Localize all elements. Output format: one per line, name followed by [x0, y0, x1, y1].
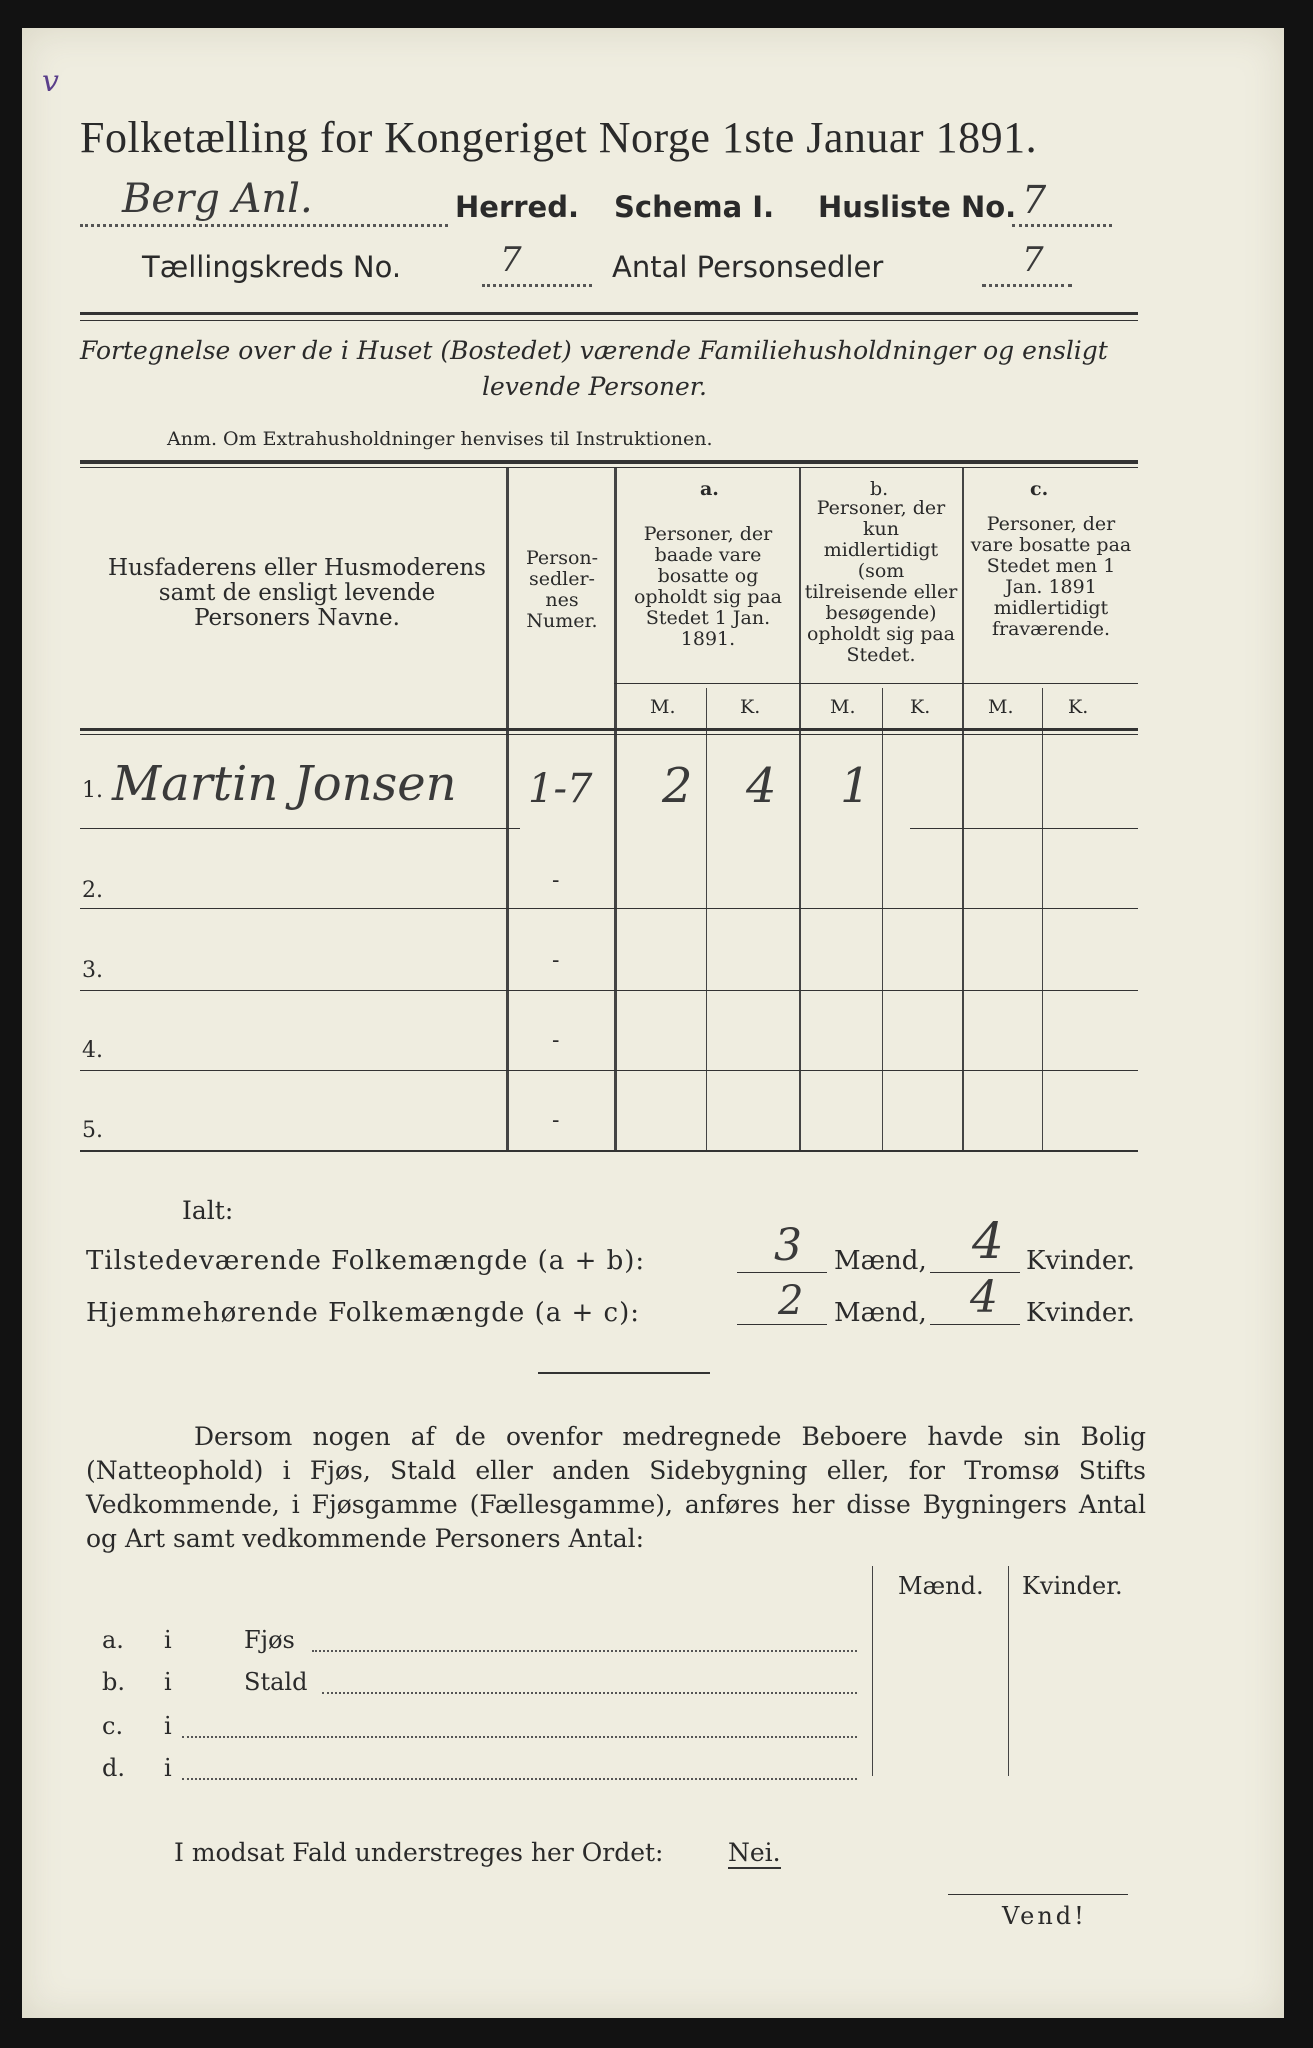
c-k-header: K.	[1068, 696, 1089, 718]
tilsted-maend: Mænd,	[834, 1246, 927, 1276]
building-b-dots	[322, 1692, 857, 1694]
hjemme-m-line	[737, 1324, 827, 1325]
kreds-dotline	[482, 284, 592, 287]
tilsted-k-value: 4	[972, 1212, 1004, 1270]
building-a-i: i	[164, 1626, 172, 1654]
building-d-dots	[182, 1778, 857, 1780]
anm-note: Anm. Om Extrahusholdninger henvises til Instruktionen.	[167, 428, 713, 450]
hjemme-label: Hjemmehørende Folkemængde (a + c):	[86, 1298, 640, 1328]
row-3-num: -	[552, 948, 560, 973]
row-2-rule	[80, 908, 1138, 909]
corner-check-mark: v	[42, 64, 59, 99]
row-1-num: 1-7	[528, 766, 593, 812]
row-4-num: -	[552, 1028, 560, 1053]
herred-label: Herred.	[455, 190, 579, 224]
antal-value: 7	[1022, 240, 1044, 280]
building-d-letter: d.	[102, 1754, 125, 1782]
table-vline-a	[799, 468, 801, 1150]
building-a-label: Fjøs	[244, 1626, 295, 1654]
tilsted-kvinder: Kvinder.	[1026, 1246, 1136, 1276]
hjemme-m-value: 2	[778, 1278, 804, 1324]
b-m-header: M.	[830, 696, 856, 718]
row-3-number: 3.	[82, 958, 103, 983]
hjemme-kvinder: Kvinder.	[1026, 1298, 1136, 1328]
row-3-rule	[80, 990, 1138, 991]
col-header-b: Personer, der kun midlertidigt (som tilreisende eller besøgende) opholdt sig paa Stedet.	[804, 497, 958, 666]
form-title: Folketælling for Kongeriget Norge 1ste Januar 1891.	[80, 113, 1038, 162]
table-vline-c-mk	[1042, 688, 1043, 1150]
herred-dotline	[80, 224, 448, 227]
row-1-a-k: 4	[746, 758, 777, 814]
row-5-number: 5.	[82, 1118, 103, 1143]
building-b-label: Stald	[244, 1668, 308, 1696]
col-header-b-letter: b.	[870, 478, 889, 500]
modsat-text: I modsat Fald understreges her Ordet:	[174, 1838, 664, 1867]
row-1-rule-right	[910, 828, 1138, 829]
building-a-dots	[312, 1650, 857, 1652]
building-a-letter: a.	[102, 1626, 124, 1654]
buildings-maend-header: Mænd.	[898, 1572, 984, 1600]
row-1-b-m: 1	[840, 758, 871, 814]
table-vline-a-mk	[706, 688, 707, 1150]
row-1-a-m: 2	[662, 758, 693, 814]
row-2-num: -	[552, 868, 560, 893]
col-header-name: Husfaderens eller Husmoderens samt de ensligt levende Personers Navne.	[108, 555, 486, 631]
tilsted-label: Tilstedeværende Folkemængde (a + b):	[86, 1246, 646, 1276]
row-2-number: 2.	[82, 878, 103, 903]
tilsted-m-value: 3	[774, 1220, 802, 1271]
section-divider	[538, 1372, 710, 1374]
hjemme-k-value: 4	[970, 1272, 998, 1323]
b-k-header: K.	[910, 696, 931, 718]
kreds-value: 7	[500, 240, 522, 280]
col-header-a: Personer, der baade vare bosatte og opholdt sig paa Stedet 1 Jan. 1891.	[633, 523, 783, 650]
husliste-label: Husliste No.	[818, 190, 1017, 224]
row-1-name: Martin Jonsen	[112, 756, 457, 812]
buildings-kvinder-header: Kvinder.	[1022, 1572, 1123, 1600]
a-m-header: M.	[650, 696, 676, 718]
hjemme-k-line	[930, 1324, 1020, 1325]
vend-rule	[948, 1894, 1128, 1895]
col-header-c-letter: c.	[1030, 478, 1049, 500]
table-vline-name	[506, 468, 509, 1150]
building-c-dots	[182, 1736, 857, 1738]
col-header-c: Personer, der vare bosatte paa Stedet men 1 Jan. 1891 midlertidigt fraværende.	[970, 513, 1132, 640]
building-c-i: i	[164, 1712, 172, 1740]
table-bottom-rule	[80, 1150, 1138, 1152]
building-c-letter: c.	[102, 1712, 124, 1740]
vend-text: Vend!	[1002, 1902, 1087, 1930]
c-m-header: M.	[988, 696, 1014, 718]
col-header-num: Person-sedler-nes Numer.	[525, 547, 599, 632]
intro-line-2: levende Personer.	[482, 372, 707, 401]
table-vline-b-mk	[882, 688, 883, 1150]
buildings-vline-2	[1008, 1566, 1009, 1776]
kreds-label: Tællingskreds No.	[142, 250, 402, 284]
herred-value: Berg Anl.	[122, 176, 313, 222]
mk-subheader-rule	[614, 683, 1138, 684]
intro-line-1: Fortegnelse over de i Huset (Bostedet) værende Familiehusholdninger og ensligt	[80, 336, 1108, 365]
row-1-rule-name	[80, 828, 520, 829]
ialt-label: Ialt:	[182, 1196, 234, 1225]
table-vline-num	[614, 468, 617, 1150]
antal-label: Antal Personsedler	[612, 250, 884, 284]
building-b-i: i	[164, 1668, 172, 1696]
schema-label: Schema I.	[614, 190, 775, 224]
hjemme-maend: Mænd,	[834, 1298, 927, 1328]
table-top-rule-thin	[80, 467, 1138, 468]
col-header-a-letter: a.	[700, 478, 719, 500]
a-k-header: K.	[740, 696, 761, 718]
table-vline-b	[962, 468, 964, 1150]
header-rule-thin	[80, 320, 1138, 321]
row-5-num: -	[552, 1108, 560, 1133]
census-form-sheet	[22, 28, 1284, 2018]
building-b-letter: b.	[102, 1668, 125, 1696]
antal-dotline	[982, 284, 1072, 287]
row-4-number: 4.	[82, 1038, 103, 1063]
row-4-rule	[80, 1070, 1138, 1071]
husliste-value: 7	[1022, 178, 1047, 222]
buildings-vline-1	[872, 1566, 873, 1776]
buildings-paragraph: Dersom nogen af de ovenfor medregnede Beboere havde sin Bolig (Natteophold) i Fjøs, Stald eller anden Sidebygning eller, for Tromsø Stifts Vedkommende, i Fjøsgamme (Fællesgamme), anføres her disse Bygningers Antal og Art samt vedkommende Personers Antal:	[86, 1422, 1146, 1553]
header-bottom-rule-thin	[80, 734, 1138, 735]
header-bottom-rule	[80, 728, 1138, 731]
row-1-number: 1.	[82, 778, 103, 803]
tilsted-m-line	[737, 1272, 827, 1273]
building-d-i: i	[164, 1754, 172, 1782]
nei-word: Nei.	[728, 1838, 781, 1867]
header-rule	[80, 312, 1138, 315]
table-top-rule	[80, 460, 1138, 464]
husliste-dotline	[1012, 224, 1112, 227]
